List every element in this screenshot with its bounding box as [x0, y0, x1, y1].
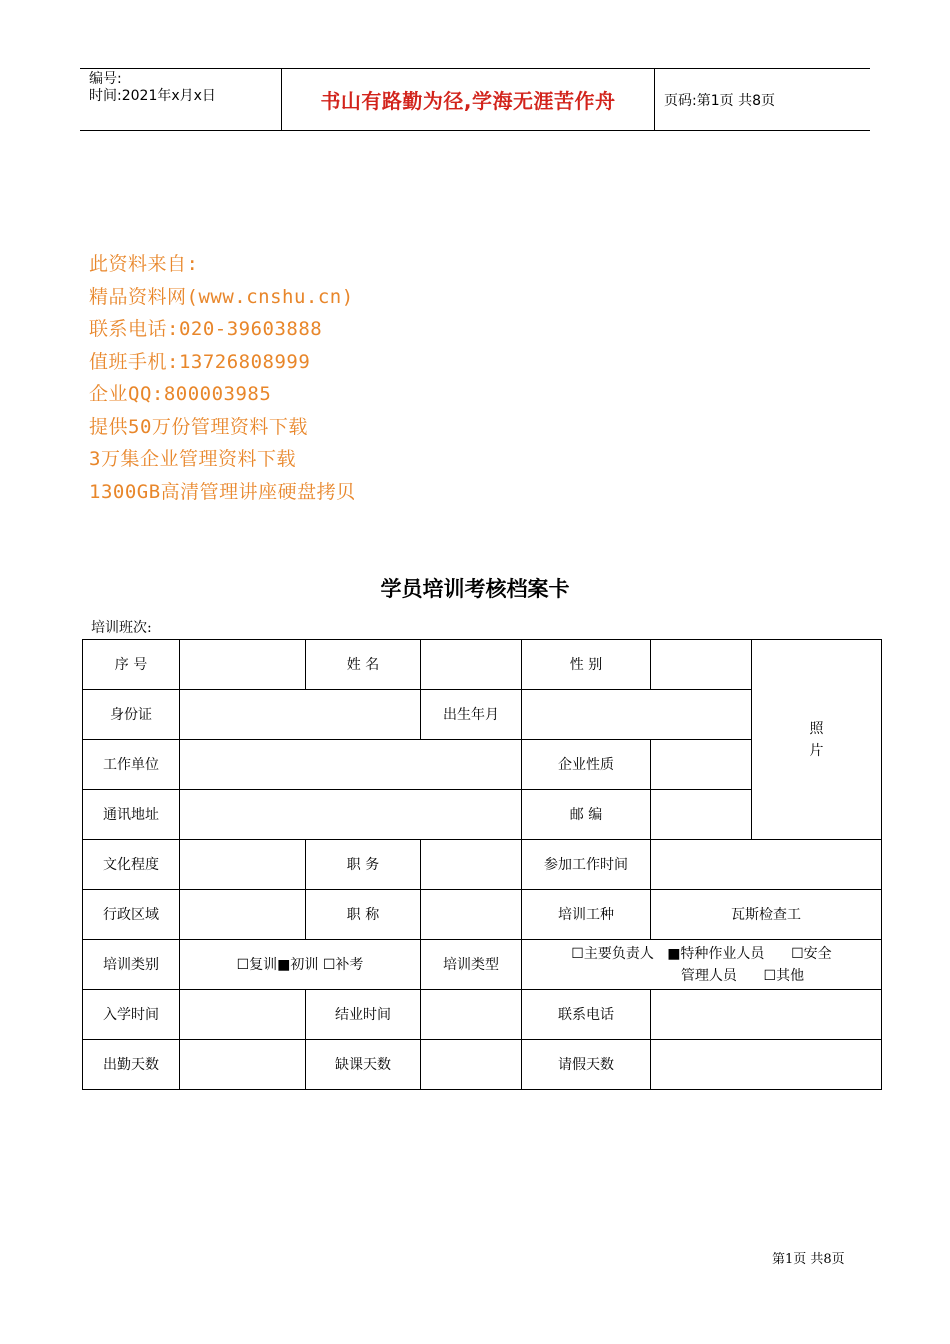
title-label: 职 称	[306, 890, 421, 940]
enterprise-type-label: 企业性质	[522, 740, 651, 790]
table-row	[83, 640, 882, 690]
absence-days-field[interactable]	[421, 1040, 522, 1090]
promo-line: 3万集企业管理资料下载	[89, 448, 296, 470]
leave-days-field[interactable]	[651, 1040, 882, 1090]
trade-label: 培训工种	[522, 890, 651, 940]
trade-field[interactable]: 瓦斯检查工	[651, 890, 882, 940]
work-unit-field[interactable]	[180, 740, 522, 790]
birth-label: 出生年月	[421, 690, 522, 740]
phone-label: 联系电话	[522, 990, 651, 1040]
training-type-line: ☐主要负责人 ■特种作业人员 ☐安全	[571, 945, 832, 962]
enroll-time-label: 入学时间	[83, 990, 180, 1040]
number-label: 编号:	[89, 71, 122, 87]
form-title: 学员培训考核档案卡	[380, 576, 570, 601]
seq-field[interactable]	[180, 640, 306, 690]
leave-days-label: 请假天数	[522, 1040, 651, 1090]
promo-block	[89, 248, 356, 508]
photo-label-1: 照	[809, 720, 824, 737]
region-label: 行政区域	[83, 890, 180, 940]
seq-label: 序 号	[83, 640, 180, 690]
time-label: 时间:2021年x月x日	[89, 88, 216, 104]
address-field[interactable]	[180, 790, 522, 840]
promo-line: 精品资料网(www.cnshu.cn)	[89, 285, 354, 308]
work-unit-label: 工作单位	[83, 740, 180, 790]
training-category-options[interactable]: ☐复训■初训 ☐补考	[180, 940, 421, 990]
finish-time-field[interactable]	[421, 990, 522, 1040]
education-label: 文化程度	[83, 840, 180, 890]
archive-card-table	[82, 639, 882, 1090]
training-class-label: 培训班次:	[91, 620, 152, 636]
postcode-field[interactable]	[651, 790, 752, 840]
training-type-line: 管理人员 ☐其他	[680, 967, 805, 984]
table-row	[83, 840, 882, 890]
gender-label: 性 别	[522, 640, 651, 690]
enterprise-type-field[interactable]	[651, 740, 752, 790]
attendance-days-field[interactable]	[180, 1040, 306, 1090]
name-label: 姓 名	[306, 640, 421, 690]
photo-label-2: 片	[809, 742, 824, 759]
page-header	[80, 68, 870, 131]
promo-line: 值班手机:13726808999	[89, 350, 311, 373]
id-card-field[interactable]	[180, 690, 421, 740]
gender-field[interactable]	[651, 640, 752, 690]
training-category-label: 培训类别	[83, 940, 180, 990]
training-type-label: 培训类型	[421, 940, 522, 990]
absence-days-label: 缺课天数	[306, 1040, 421, 1090]
promo-line: 此资料来自:	[89, 253, 199, 275]
birth-field[interactable]	[522, 690, 752, 740]
finish-time-label: 结业时间	[306, 990, 421, 1040]
header-page-info: 页码:第1页 共8页	[664, 92, 775, 109]
name-field[interactable]	[421, 640, 522, 690]
footer-page-info: 第1页 共8页	[772, 1252, 845, 1267]
title-field[interactable]	[421, 890, 522, 940]
table-row	[83, 890, 882, 940]
education-field[interactable]	[180, 840, 306, 890]
table-row	[83, 990, 882, 1040]
phone-field[interactable]	[651, 990, 882, 1040]
work-start-label: 参加工作时间	[522, 840, 651, 890]
promo-line: 联系电话:020-39603888	[89, 318, 323, 340]
table-row	[83, 1040, 882, 1090]
enroll-time-field[interactable]	[180, 990, 306, 1040]
promo-line: 提供50万份管理资料下载	[89, 415, 308, 438]
id-card-label: 身份证	[83, 690, 180, 740]
header-motto: 书山有路勤为径,学海无涯苦作舟	[320, 89, 616, 113]
promo-line: 企业QQ:800003985	[89, 383, 272, 405]
duty-field[interactable]	[421, 840, 522, 890]
header-meta	[89, 71, 216, 105]
region-field[interactable]	[180, 890, 306, 940]
training-type-options[interactable]	[522, 940, 882, 990]
work-start-field[interactable]	[651, 840, 882, 890]
table-row	[83, 940, 882, 990]
photo-cell[interactable]	[752, 640, 882, 840]
promo-line: 1300GB高清管理讲座硬盘拷贝	[89, 480, 356, 503]
duty-label: 职 务	[306, 840, 421, 890]
attendance-days-label: 出勤天数	[83, 1040, 180, 1090]
postcode-label: 邮 编	[522, 790, 651, 840]
header-divider	[654, 69, 655, 130]
address-label: 通讯地址	[83, 790, 180, 840]
